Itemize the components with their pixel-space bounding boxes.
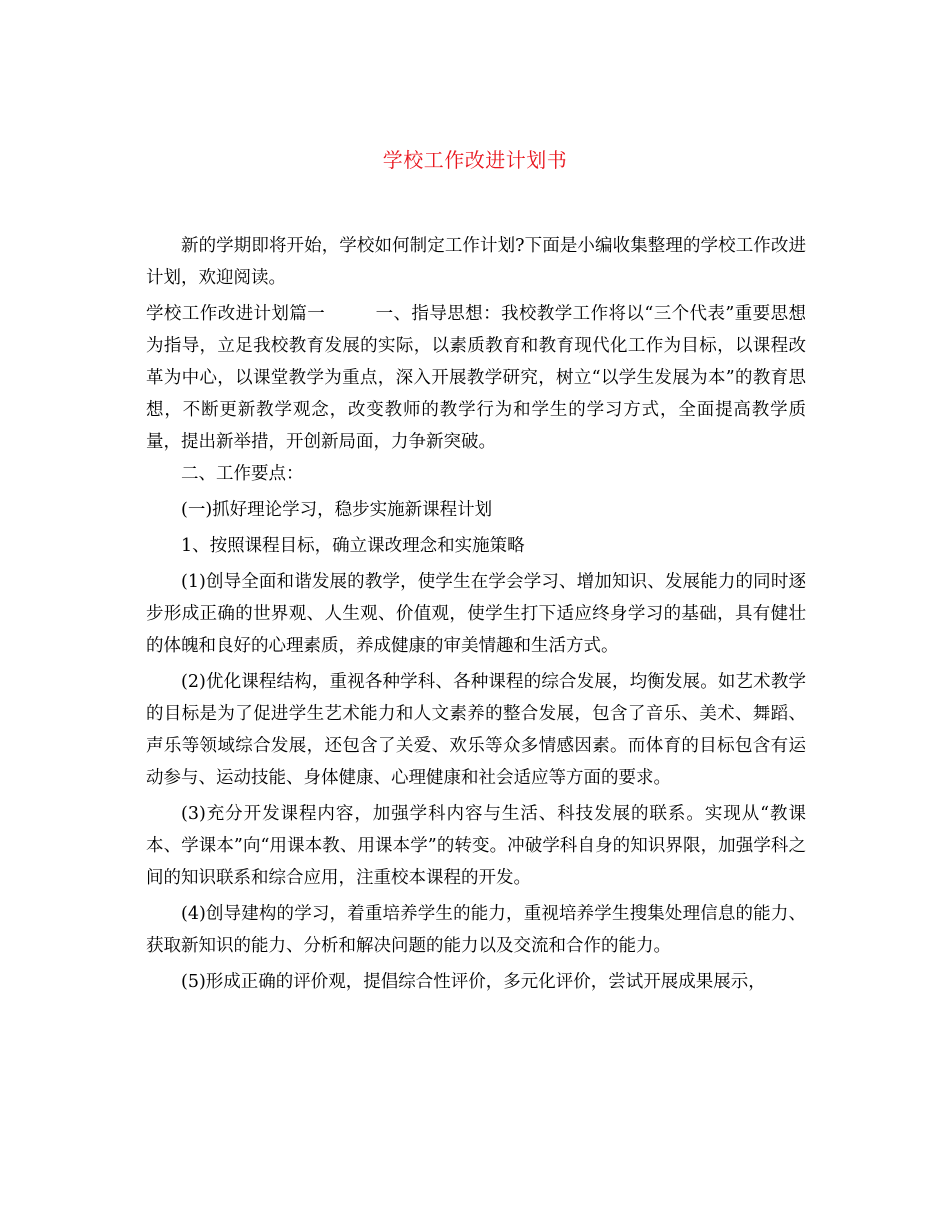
- item-5-paragraph: (5)形成正确的评价观，提倡综合性评价，多元化评价，尝试开展成果展示，: [181, 972, 766, 992]
- section-label: 学校工作改进计划篇一: [146, 304, 326, 324]
- document-title: 学校工作改进计划书: [382, 148, 568, 172]
- item-4-paragraph: (4)创导建构的学习，着重培养学生的能力，重视培养学生搜集处理信息的能力、获取新知识的能力、分析和解决问题的能力以及交流和合作的能力。: [146, 904, 806, 956]
- point-1-heading: (一)抓好理论学习，稳步实施新课程计划: [181, 500, 493, 520]
- work-points-heading: 二、工作要点：: [181, 464, 304, 484]
- section-one-paragraph: [146, 298, 806, 458]
- intro-paragraph: 新的学期即将开始，学校如何制定工作计划?下面是小编收集整理的学校工作改进计划，欢迎阅读。: [146, 236, 806, 288]
- guiding-thought-text: 一、指导思想：我校教学工作将以“三个代表”重要思想为指导，立足我校教育发展的实际，以素质教育和教育现代化工作为目标，以课程改革为中心，以课堂教学为重点，深入开展教学研究，树立“以学生发展为本”的教育思想，不断更新教学观念，改变教师的教学行为和学生的学习方式，全面提高教学质量，提出新举措，开创新局面，力争新突破。: [146, 304, 806, 452]
- item-2-paragraph: (2)优化课程结构，重视各种学科、各种课程的综合发展，均衡发展。如艺术教学的目标是为了促进学生艺术能力和人文素养的整合发展，包含了音乐、美术、舞蹈、声乐等领域综合发展，还包含了关爱、欢乐等众多情感因素。而体育的目标包含有运动参与、运动技能、身体健康、心理健康和社会适应等方面的要求。: [146, 672, 806, 788]
- item-3-paragraph: (3)充分开发课程内容，加强学科内容与生活、科技发展的联系。实现从“教课本、学课本”向“用课本教、用课本学”的转变。冲破学科自身的知识界限，加强学科之间的知识联系和综合应用，注重校本课程的开发。: [146, 804, 806, 888]
- point-1-1-heading: 1、按照课程目标，确立课改理念和实施策略: [181, 536, 525, 556]
- item-1-paragraph: (1)创导全面和谐发展的教学，使学生在学会学习、增加知识、发展能力的同时逐步形成正确的世界观、人生观、价值观，使学生打下适应终身学习的基础，具有健壮的体魄和良好的心理素质，养成健康的审美情趣和生活方式。: [146, 572, 806, 656]
- document-body: [146, 230, 806, 1002]
